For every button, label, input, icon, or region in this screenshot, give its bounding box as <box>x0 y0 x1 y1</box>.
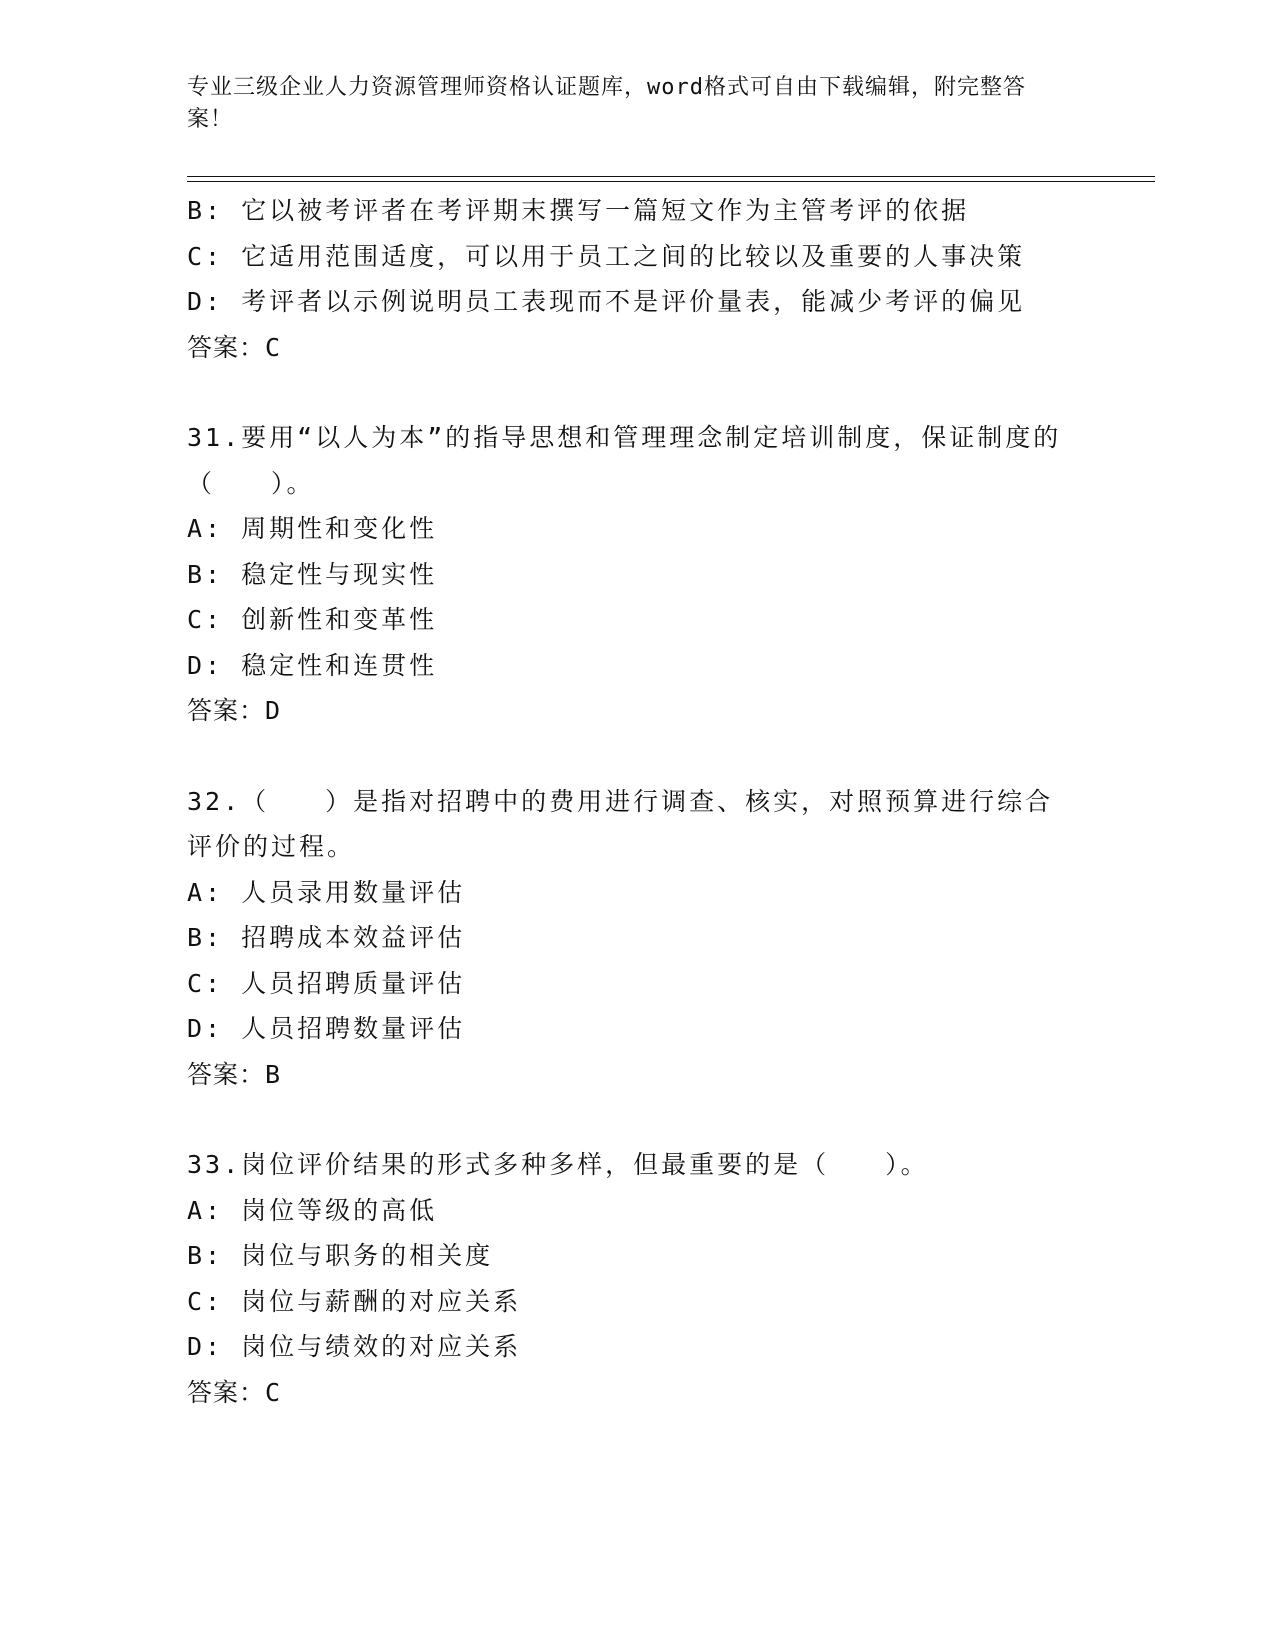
question-33 <box>187 1142 1087 1415</box>
question-stem: 33.岗位评价结果的形式多种多样，但最重要的是（ ）。 <box>187 1150 929 1179</box>
header-rule-bottom <box>187 181 1155 182</box>
question-stem: 32.（ ）是指对招聘中的费用进行调查、核实，对照预算进行综合评价的过程。 <box>187 786 1054 861</box>
option-a: A: 周期性和变化性 <box>187 514 438 543</box>
option-a: A: 人员录用数量评估 <box>187 877 466 907</box>
option-b: B: 招聘成本效益评估 <box>187 923 466 952</box>
question-31 <box>187 415 1087 734</box>
option-b: B: 岗位与职务的相关度 <box>187 1241 494 1270</box>
option-b: B: 它以被考评者在考评期末撰写一篇短文作为主管考评的依据 <box>187 196 970 225</box>
answer: 答案：C <box>187 332 282 362</box>
answer: 答案：C <box>187 1377 282 1407</box>
option-c: C: 人员招聘质量评估 <box>187 968 466 998</box>
answer: 答案：B <box>187 1059 282 1089</box>
option-d: D: 岗位与绩效的对应关系 <box>187 1332 522 1361</box>
option-c: C: 它适用范围适度，可以用于员工之间的比较以及重要的人事决策 <box>187 241 1026 271</box>
option-d: D: 人员招聘数量评估 <box>187 1014 466 1043</box>
question-content <box>187 188 1087 1415</box>
page-header: 专业三级企业人力资源管理师资格认证题库，word格式可自由下载编辑，附完整答案！ <box>187 75 1026 132</box>
option-c: C: 岗位与薪酬的对应关系 <box>187 1286 522 1316</box>
option-c: C: 创新性和变革性 <box>187 605 438 634</box>
question-32 <box>187 779 1087 1098</box>
answer: 答案：D <box>187 696 282 725</box>
question-stem: 31.要用“以人为本”的指导思想和管理理念制定培训制度，保证制度的（ ）。 <box>187 423 1062 498</box>
option-d: D: 考评者以示例说明员工表现而不是评价量表，能减少考评的偏见 <box>187 287 1026 316</box>
previous-question-continuation <box>187 188 1087 370</box>
option-a: A: 岗位等级的高低 <box>187 1195 438 1225</box>
option-b: B: 稳定性与现实性 <box>187 559 438 589</box>
header-rule-top <box>187 176 1155 177</box>
option-d: D: 稳定性和连贯性 <box>187 650 438 680</box>
